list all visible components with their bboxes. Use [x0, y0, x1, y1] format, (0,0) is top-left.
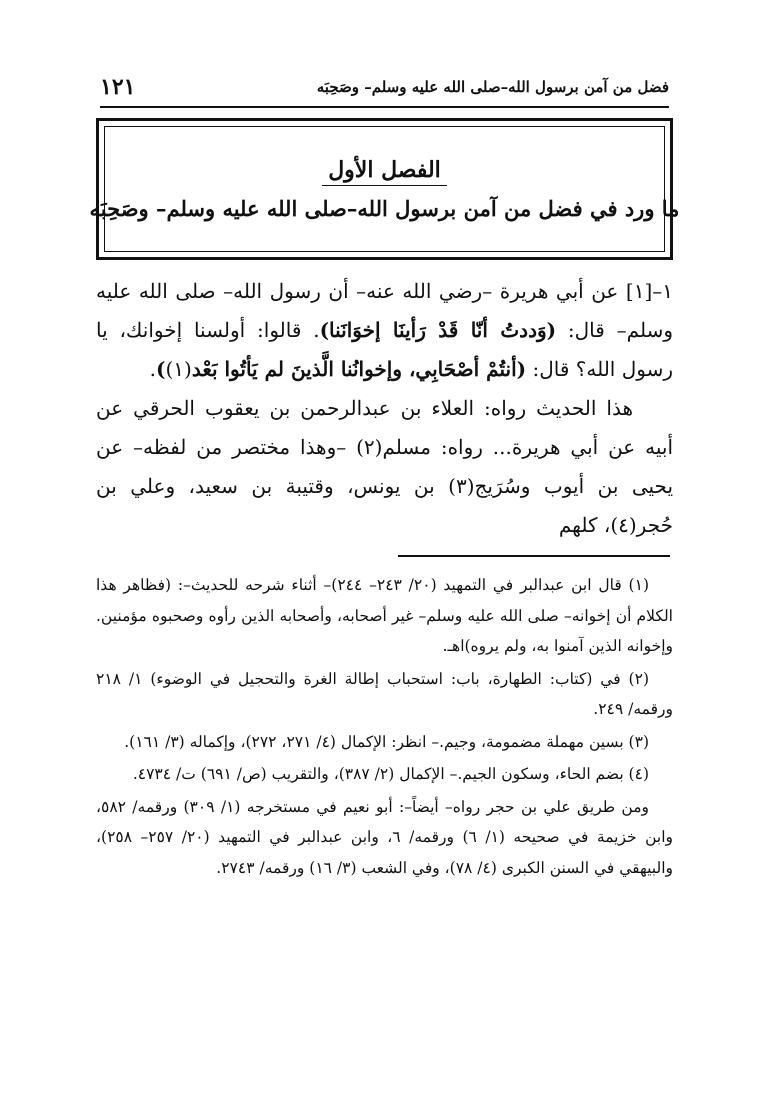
- hadith-end: .: [149, 357, 156, 381]
- hadith-number: ١–[١]: [625, 279, 673, 303]
- chapter-number: الفصل الأول: [322, 157, 447, 186]
- footnote-2: (٢) في (كتاب: الطهارة، باب: استحباب إطالة الغرة والتحجيل في الوضوء) ١/ ٢١٨ ورقمه/ ٢٤٩.: [96, 669, 673, 718]
- hadith-quote-2-close: ): [155, 357, 166, 381]
- hadith-text-2: . قالوا: أولسنا إخوانك، يا رسول الله؟ قال:: [96, 318, 673, 381]
- hadith-quote-1: (وَددتُ أنّا قَدْ رَأينَا إخوَانَنا): [319, 318, 557, 342]
- hadith-quote-2: (أنتُمْ أصْحَابِي، وإخوانُنا الَّذينَ لم يَأتُوا بَعْد: [191, 357, 527, 381]
- running-header: [100, 72, 669, 108]
- hadith-paragraph: [96, 272, 673, 389]
- footnote-ref-1: (١): [165, 357, 192, 381]
- main-text: [96, 272, 673, 545]
- footnote-3: (٣) بسين مهملة مضمومة، وجيم.– انظر: الإكمال (٤/ ٢٧١، ٢٧٢)، وإكماله (٣/ ١٦١).: [124, 732, 649, 751]
- hadith-text-1: عن أبي هريرة –رضي الله عنه– أن رسول الله– صلى الله عليه وسلم– قال:: [96, 279, 673, 342]
- page-number: ١٢١: [100, 74, 136, 100]
- running-title: فضل من آمن برسول الله–صلى الله عليه وسلم– وصَحِبَه: [316, 78, 669, 96]
- footnotes: [96, 570, 673, 885]
- chapter-title: ما ورد في فضل من آمن برسول الله–صلى الله عليه وسلم– وصَحِبَه: [89, 196, 680, 221]
- chapter-heading-inner-frame: [89, 126, 680, 252]
- chapter-heading-box: [89, 118, 680, 260]
- footnote-divider: [398, 555, 670, 557]
- footnote-1: (١) قال ابن عبدالبر في التمهيد (٢٠/ ٢٤٣– ٢٤٤)– أثناء شرحه للحديث–: (فظاهر هذا الكلام أن إخوانه– صلى الله عليه وسلم– غير أصحابه، وأصحابه الذين رأوه وصحبوه مؤمنين. وإخوانه الذين آمنوا به، ولم يروه)اهـ.: [96, 576, 673, 655]
- footnote-4: (٤) بضم الحاء، وسكون الجيم.– الإكمال (٢/ ٣٨٧)، والتقريب (ص/ ٦٩١) ت/ ٤٧٣٤.: [132, 765, 649, 783]
- footnote-4-continued: ومن طريق علي بن حجر رواه– أيضاً–: أبو نعيم في مستخرجه (١/ ٣٠٩) ورقمه/ ٥٨٢، وابن خزيمة في صحيحه (١/ ٦) ورقمه/ ٦، وابن عبدالبر في التمهيد (٢٠/ ٢٥٧– ٢٥٨)، والبيهقي في السنن الكبرى (٤/ ٧٨)، وفي الشعب (٣/ ١٦) ورقمه/ ٢٧٤٣.: [96, 797, 673, 877]
- takhrij-paragraph: هذا الحديث رواه: العلاء بن عبدالرحمن بن يعقوب الحرقي عن أبيه عن أبي هريرة... رواه: مسلم(٢) –وهذا مختصر من لفظه– عن يحيى بن أيوب وسُرَيج(٣) بن يونس، وقتيبة بن سعيد، وعلي بن حُجر(٤)، كلهم: [96, 396, 674, 537]
